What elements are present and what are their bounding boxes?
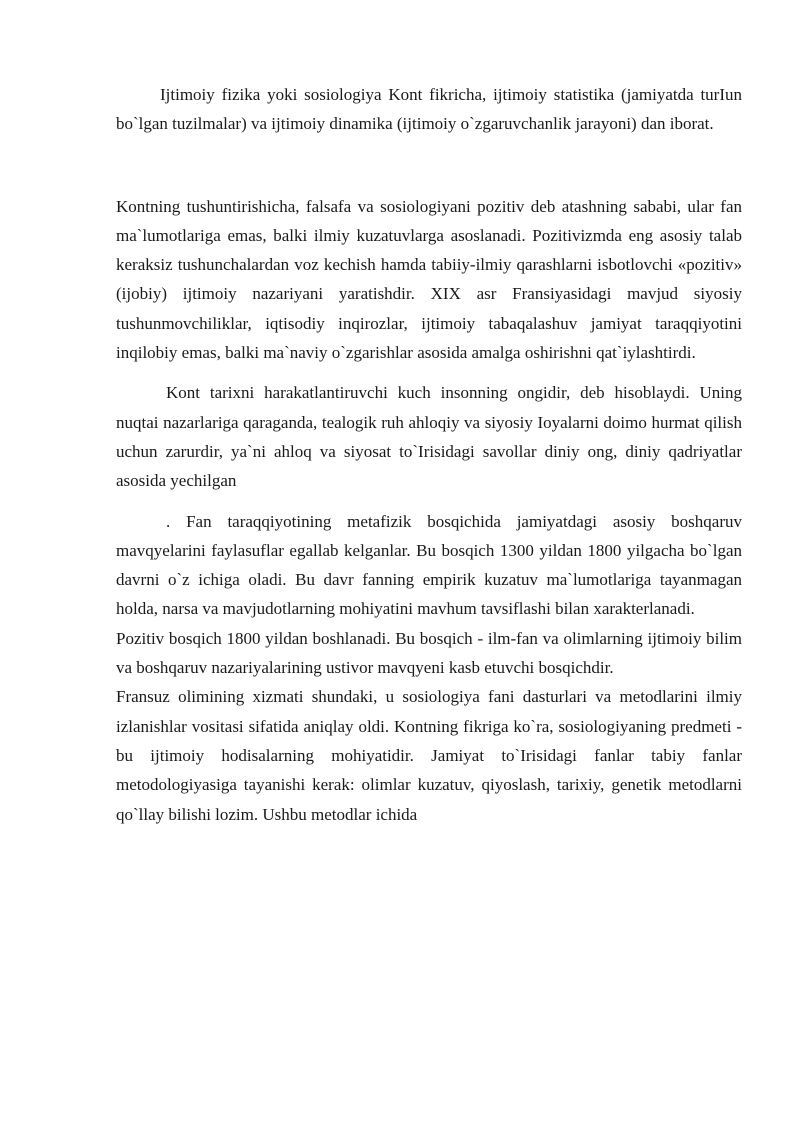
paragraph-6: Fransuz olimining xizmati shundaki, u sosiologiya fani dasturlari va metodlarini ilmiy izlanishlar vositasi sifatida aniqlay oldi. Kontning fikriga ko`ra, sosiologiyaning predmeti - bu ijtimoiy hodisalarning mohiyatidir. Jamiyat to`Irisidagi fanlar tabiy fanlar metodologiyasiga tayanishi kerak: olimlar kuzatuv, qiyoslash, tarixiy, genetik metodlarni qo`llay bilishi lozim. Ushbu metodlar ichida bbox=[116, 687, 742, 824]
paragraph-3: Kont tarixni harakatlantiruvchi kuch insonning ongidir, deb hisoblaydi. Uning nuqtai nazarlariga qaraganda, tealogik ruh ahloqiy va siyosiy Ioyalarni doimo hurmat qilish uchun zarurdir, ya`ni ahloq va siyosat to`Irisidagi savollar diniy ong, diniy qadriyatlar asosida yechilgan bbox=[116, 383, 742, 491]
paragraph-5: Pozitiv bosqich 1800 yildan boshlanadi. Bu bosqich - ilm-fan va olimlarning ijtimoiy bilim va boshqaruv nazariyalarining ustivor mavqyeni kasb etuvchi bosqichdir. bbox=[116, 628, 742, 678]
document-body bbox=[116, 80, 742, 829]
paragraph-4: . Fan taraqqiyotining metafizik bosqichida jamiyatdagi asosiy boshqaruv mavqyelarini faylasuflar egallab kelganlar. Bu bosqich 1300 yildan 1800 yilgacha bo`lgan davrni o`z ichiga oladi. Bu davr fanning empirik kuzatuv ma`lumotlariga tayanmagan holda, narsa va mavjudotlarning mohiyatini mavhum tavsiflashi bilan xarakterlanadi. bbox=[116, 511, 742, 619]
paragraph-2: Kontning tushuntirishicha, falsafa va sosiologiyani pozitiv deb atashning sababi, ular fan ma`lumotlariga emas, balki ilmiy kuzatuvlarga asoslanadi. Pozitivizmda eng asosiy talab keraksiz tushunchalardan voz kechish hamda tabiiy-ilmiy qarashlarni isbotlovchi «pozitiv» (ijobiy) ijtimoiy nazariyani yaratishdir. XIX asr Fransiyasidagi mavjud siyosiy tushunmovchiliklar, iqtisodiy inqirozlar, ijtimoiy tabaqalashuv jamiyat taraqqiyotini inqilobiy emas, balki ma`naviy o`zgarishlar asosida amalga oshirishni qat`iylashtirdi. bbox=[116, 196, 742, 363]
paragraph-1: Ijtimoiy fizika yoki sosiologiya Kont fikricha, ijtimoiy statistika (jamiyatda turIun bo`lgan tuzilmalar) va ijtimoiy dinamika (ijtimoiy o`zgaruvchanlik jarayoni) dan iborat. bbox=[116, 85, 742, 134]
